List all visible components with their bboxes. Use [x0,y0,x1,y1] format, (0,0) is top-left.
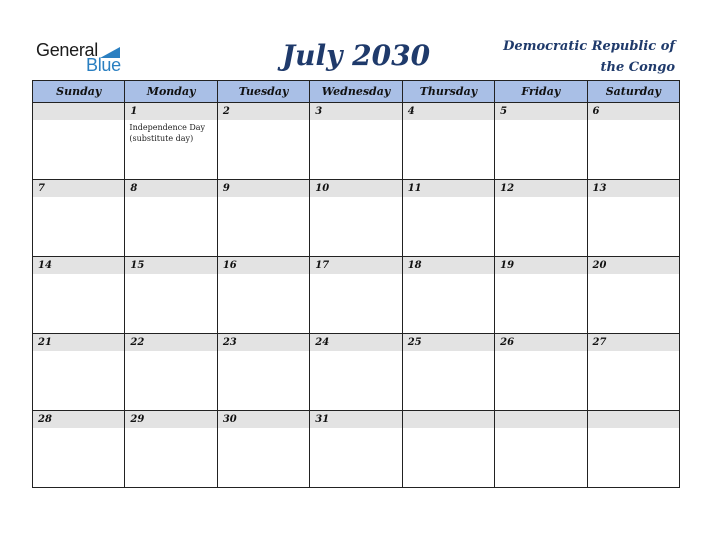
day-number: 21 [33,334,124,351]
day-number: 25 [403,334,494,351]
day-cell [125,180,217,257]
country-name [475,36,675,78]
day-cell [217,334,309,411]
day-number: 5 [495,103,586,120]
day-number: 22 [125,334,216,351]
day-number: 7 [33,180,124,197]
day-cell [495,334,587,411]
day-cell [125,257,217,334]
day-cell [495,257,587,334]
day-cell [33,334,125,411]
weekday-header: Wednesday [310,81,402,103]
day-cell [402,180,494,257]
week-row [33,180,680,257]
day-cell [310,334,402,411]
day-number: 12 [495,180,586,197]
logo-word-general: General [36,40,98,60]
day-number: 14 [33,257,124,274]
day-number: 4 [403,103,494,120]
day-cell [402,411,494,488]
day-number: 17 [310,257,401,274]
day-cell [587,180,679,257]
day-cell [495,103,587,180]
day-cell [125,103,217,180]
weekday-header: Thursday [402,81,494,103]
day-number: 2 [218,103,309,120]
holiday-label: Independence Day (substitute day) [129,123,206,143]
weekday-header: Tuesday [217,81,309,103]
day-cell [587,334,679,411]
week-row [33,257,680,334]
day-number: 9 [218,180,309,197]
day-number: 8 [125,180,216,197]
calendar-body [33,103,680,488]
day-number: 30 [218,411,309,428]
day-cell [495,180,587,257]
month-title: July 2030 [281,39,431,72]
day-number: 27 [588,334,679,351]
country-line-1: Democratic Republic of [503,39,675,54]
day-number: 24 [310,334,401,351]
day-cell [310,257,402,334]
day-number: 13 [588,180,679,197]
day-number: 18 [403,257,494,274]
day-cell [217,103,309,180]
weekday-header: Friday [495,81,587,103]
week-row [33,334,680,411]
day-cell [125,411,217,488]
day-number: 1 [125,103,216,120]
day-number: 29 [125,411,216,428]
day-number: 20 [588,257,679,274]
week-row [33,411,680,488]
day-number: 15 [125,257,216,274]
day-cell [587,103,679,180]
weekday-header: Saturday [587,81,679,103]
day-number: 26 [495,334,586,351]
day-number: 31 [310,411,401,428]
day-number [33,103,124,120]
day-cell [402,103,494,180]
weekday-header: Monday [125,81,217,103]
logo-word-blue: Blue [86,55,121,75]
calendar-grid [32,80,680,488]
day-cell [33,180,125,257]
day-number: 11 [403,180,494,197]
week-row [33,103,680,180]
day-number [403,411,494,428]
day-cell [217,411,309,488]
day-number: 23 [218,334,309,351]
day-number: 19 [495,257,586,274]
day-number: 28 [33,411,124,428]
day-cell [587,411,679,488]
day-number: 3 [310,103,401,120]
day-cell [217,180,309,257]
day-cell [310,180,402,257]
weekday-header: Sunday [33,81,125,103]
day-cell [402,257,494,334]
weekday-header-row [33,81,680,103]
country-line-2: the Congo [600,60,675,75]
day-cell [495,411,587,488]
day-cell [402,334,494,411]
day-cell [310,411,402,488]
day-cell [33,103,125,180]
day-cell [310,103,402,180]
day-number: 10 [310,180,401,197]
day-number [495,411,586,428]
day-cell [125,334,217,411]
day-number: 16 [218,257,309,274]
day-number: 6 [588,103,679,120]
day-cell [33,257,125,334]
day-number [588,411,679,428]
day-cell [587,257,679,334]
day-cell [33,411,125,488]
day-cell [217,257,309,334]
